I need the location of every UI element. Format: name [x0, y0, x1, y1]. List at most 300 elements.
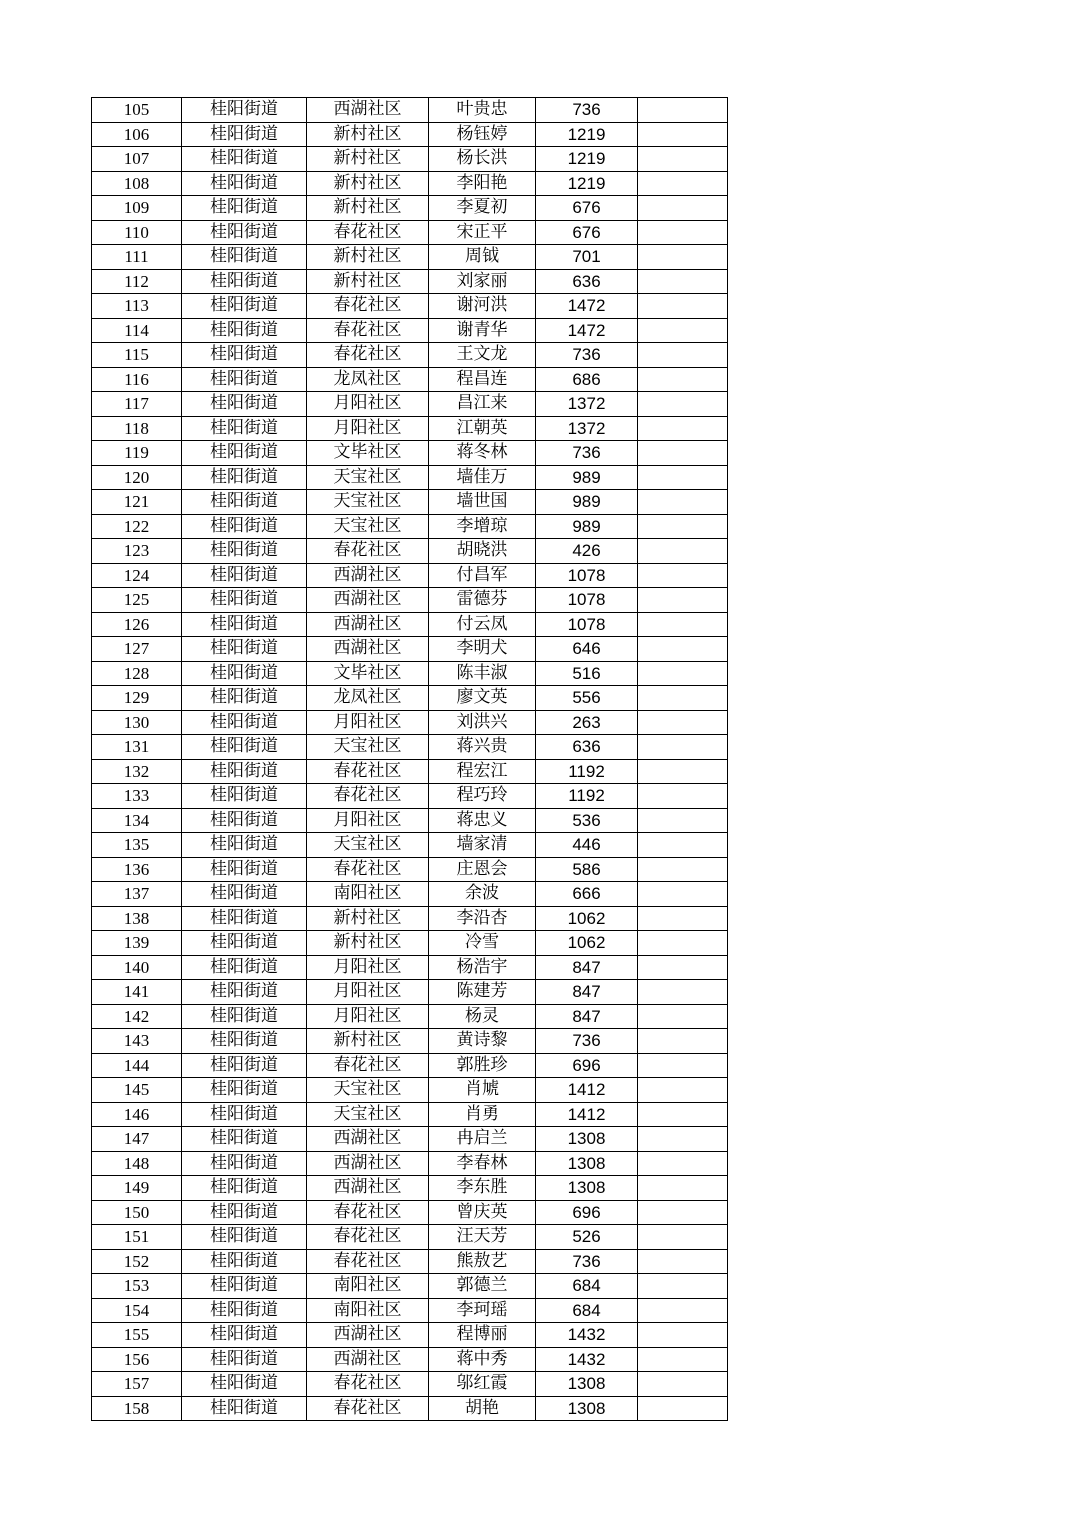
note-cell [638, 416, 728, 441]
row-number-cell: 119 [92, 441, 182, 466]
name-cell: 墙家清 [429, 833, 536, 858]
street-cell: 桂阳街道 [182, 735, 307, 760]
amount-cell: 736 [536, 441, 638, 466]
table-row [92, 220, 728, 245]
name-cell: 昌江来 [429, 392, 536, 417]
note-cell [638, 980, 728, 1005]
row-number-cell: 124 [92, 563, 182, 588]
street-cell: 桂阳街道 [182, 269, 307, 294]
table-row [92, 416, 728, 441]
community-cell: 天宝社区 [307, 735, 429, 760]
street-cell: 桂阳街道 [182, 710, 307, 735]
row-number-cell: 146 [92, 1102, 182, 1127]
note-cell [638, 343, 728, 368]
row-number-cell: 152 [92, 1249, 182, 1274]
name-cell: 郭德兰 [429, 1274, 536, 1299]
note-cell [638, 784, 728, 809]
name-cell: 付昌军 [429, 563, 536, 588]
note-cell [638, 686, 728, 711]
community-cell: 西湖社区 [307, 1151, 429, 1176]
row-number-cell: 151 [92, 1225, 182, 1250]
note-cell [638, 514, 728, 539]
note-cell [638, 171, 728, 196]
name-cell: 谢青华 [429, 318, 536, 343]
note-cell [638, 1078, 728, 1103]
community-cell: 春花社区 [307, 343, 429, 368]
community-cell: 春花社区 [307, 1372, 429, 1397]
community-cell: 西湖社区 [307, 563, 429, 588]
street-cell: 桂阳街道 [182, 906, 307, 931]
name-cell: 蒋冬林 [429, 441, 536, 466]
row-number-cell: 137 [92, 882, 182, 907]
name-cell: 冷雪 [429, 931, 536, 956]
community-cell: 西湖社区 [307, 637, 429, 662]
name-cell: 刘家丽 [429, 269, 536, 294]
amount-cell: 516 [536, 661, 638, 686]
name-cell: 李沿杏 [429, 906, 536, 931]
street-cell: 桂阳街道 [182, 171, 307, 196]
name-cell: 蒋忠义 [429, 808, 536, 833]
community-cell: 春花社区 [307, 318, 429, 343]
amount-cell: 989 [536, 465, 638, 490]
street-cell: 桂阳街道 [182, 955, 307, 980]
note-cell [638, 882, 728, 907]
amount-cell: 1372 [536, 392, 638, 417]
row-number-cell: 129 [92, 686, 182, 711]
community-cell: 春花社区 [307, 1225, 429, 1250]
community-cell: 春花社区 [307, 784, 429, 809]
note-cell [638, 147, 728, 172]
community-cell: 西湖社区 [307, 1347, 429, 1372]
name-cell: 墙佳万 [429, 465, 536, 490]
street-cell: 桂阳街道 [182, 147, 307, 172]
name-cell: 肖勇 [429, 1102, 536, 1127]
amount-cell: 446 [536, 833, 638, 858]
row-number-cell: 126 [92, 612, 182, 637]
street-cell: 桂阳街道 [182, 318, 307, 343]
name-cell: 李珂瑶 [429, 1298, 536, 1323]
street-cell: 桂阳街道 [182, 637, 307, 662]
table-row [92, 906, 728, 931]
name-cell: 雷德芬 [429, 588, 536, 613]
note-cell [638, 588, 728, 613]
community-cell: 新村社区 [307, 196, 429, 221]
street-cell: 桂阳街道 [182, 1176, 307, 1201]
community-cell: 新村社区 [307, 147, 429, 172]
note-cell [638, 1347, 728, 1372]
name-cell: 杨长洪 [429, 147, 536, 172]
table-row [92, 122, 728, 147]
community-cell: 春花社区 [307, 1200, 429, 1225]
name-cell: 付云凤 [429, 612, 536, 637]
street-cell: 桂阳街道 [182, 196, 307, 221]
row-number-cell: 121 [92, 490, 182, 515]
note-cell [638, 931, 728, 956]
row-number-cell: 143 [92, 1029, 182, 1054]
note-cell [638, 563, 728, 588]
community-cell: 天宝社区 [307, 1102, 429, 1127]
street-cell: 桂阳街道 [182, 122, 307, 147]
amount-cell: 684 [536, 1298, 638, 1323]
row-number-cell: 109 [92, 196, 182, 221]
name-cell: 李夏初 [429, 196, 536, 221]
row-number-cell: 128 [92, 661, 182, 686]
row-number-cell: 131 [92, 735, 182, 760]
community-cell: 龙凤社区 [307, 367, 429, 392]
row-number-cell: 154 [92, 1298, 182, 1323]
row-number-cell: 140 [92, 955, 182, 980]
street-cell: 桂阳街道 [182, 1347, 307, 1372]
amount-cell: 847 [536, 955, 638, 980]
name-cell: 胡晓洪 [429, 539, 536, 564]
amount-cell: 1062 [536, 931, 638, 956]
row-number-cell: 134 [92, 808, 182, 833]
note-cell [638, 1396, 728, 1421]
amount-cell: 736 [536, 98, 638, 123]
street-cell: 桂阳街道 [182, 220, 307, 245]
row-number-cell: 130 [92, 710, 182, 735]
street-cell: 桂阳街道 [182, 1249, 307, 1274]
street-cell: 桂阳街道 [182, 1298, 307, 1323]
amount-cell: 1472 [536, 294, 638, 319]
name-cell: 肖虓 [429, 1078, 536, 1103]
row-number-cell: 155 [92, 1323, 182, 1348]
amount-cell: 1078 [536, 612, 638, 637]
community-cell: 春花社区 [307, 857, 429, 882]
street-cell: 桂阳街道 [182, 416, 307, 441]
note-cell [638, 1127, 728, 1152]
amount-cell: 1062 [536, 906, 638, 931]
name-cell: 郭胜珍 [429, 1053, 536, 1078]
note-cell [638, 833, 728, 858]
community-cell: 南阳社区 [307, 1274, 429, 1299]
table-row [92, 1127, 728, 1152]
name-cell: 庄恩会 [429, 857, 536, 882]
name-cell: 杨灵 [429, 1004, 536, 1029]
amount-cell: 263 [536, 710, 638, 735]
table-row [92, 759, 728, 784]
table-row [92, 1102, 728, 1127]
amount-cell: 666 [536, 882, 638, 907]
street-cell: 桂阳街道 [182, 882, 307, 907]
table-row [92, 294, 728, 319]
row-number-cell: 113 [92, 294, 182, 319]
street-cell: 桂阳街道 [182, 808, 307, 833]
table-row [92, 637, 728, 662]
table-row [92, 465, 728, 490]
note-cell [638, 1176, 728, 1201]
table-row [92, 1200, 728, 1225]
street-cell: 桂阳街道 [182, 661, 307, 686]
name-cell: 江朝英 [429, 416, 536, 441]
note-cell [638, 1200, 728, 1225]
amount-cell: 1308 [536, 1372, 638, 1397]
name-cell: 程巧玲 [429, 784, 536, 809]
name-cell: 周钺 [429, 245, 536, 270]
community-cell: 龙凤社区 [307, 686, 429, 711]
street-cell: 桂阳街道 [182, 784, 307, 809]
note-cell [638, 759, 728, 784]
community-cell: 文毕社区 [307, 441, 429, 466]
row-number-cell: 133 [92, 784, 182, 809]
note-cell [638, 1004, 728, 1029]
table-row [92, 245, 728, 270]
name-cell: 汪天芳 [429, 1225, 536, 1250]
note-cell [638, 1274, 728, 1299]
name-cell: 叶贵忠 [429, 98, 536, 123]
table-row [92, 1274, 728, 1299]
name-cell: 墙世国 [429, 490, 536, 515]
note-cell [638, 955, 728, 980]
community-cell: 新村社区 [307, 931, 429, 956]
table-row [92, 1372, 728, 1397]
street-cell: 桂阳街道 [182, 1225, 307, 1250]
street-cell: 桂阳街道 [182, 563, 307, 588]
note-cell [638, 1102, 728, 1127]
note-cell [638, 441, 728, 466]
amount-cell: 701 [536, 245, 638, 270]
community-cell: 春花社区 [307, 759, 429, 784]
amount-cell: 696 [536, 1200, 638, 1225]
community-cell: 春花社区 [307, 294, 429, 319]
amount-cell: 586 [536, 857, 638, 882]
community-cell: 南阳社区 [307, 1298, 429, 1323]
amount-cell: 1219 [536, 147, 638, 172]
table-row [92, 392, 728, 417]
amount-cell: 536 [536, 808, 638, 833]
row-number-cell: 135 [92, 833, 182, 858]
data-table [91, 97, 728, 1421]
street-cell: 桂阳街道 [182, 514, 307, 539]
name-cell: 王文龙 [429, 343, 536, 368]
street-cell: 桂阳街道 [182, 1151, 307, 1176]
street-cell: 桂阳街道 [182, 245, 307, 270]
note-cell [638, 1053, 728, 1078]
street-cell: 桂阳街道 [182, 1029, 307, 1054]
table-row [92, 514, 728, 539]
name-cell: 陈丰淑 [429, 661, 536, 686]
table-row [92, 661, 728, 686]
name-cell: 余波 [429, 882, 536, 907]
row-number-cell: 114 [92, 318, 182, 343]
community-cell: 南阳社区 [307, 882, 429, 907]
note-cell [638, 1323, 728, 1348]
table-row [92, 1298, 728, 1323]
table-row [92, 1176, 728, 1201]
amount-cell: 736 [536, 1249, 638, 1274]
row-number-cell: 118 [92, 416, 182, 441]
table-row [92, 833, 728, 858]
table-row [92, 1029, 728, 1054]
community-cell: 新村社区 [307, 906, 429, 931]
table-row [92, 735, 728, 760]
community-cell: 春花社区 [307, 1396, 429, 1421]
table-row [92, 171, 728, 196]
row-number-cell: 132 [92, 759, 182, 784]
community-cell: 西湖社区 [307, 612, 429, 637]
community-cell: 月阳社区 [307, 416, 429, 441]
street-cell: 桂阳街道 [182, 588, 307, 613]
amount-cell: 636 [536, 735, 638, 760]
community-cell: 文毕社区 [307, 661, 429, 686]
community-cell: 春花社区 [307, 539, 429, 564]
note-cell [638, 1298, 728, 1323]
amount-cell: 1308 [536, 1127, 638, 1152]
community-cell: 月阳社区 [307, 1004, 429, 1029]
note-cell [638, 1225, 728, 1250]
amount-cell: 1308 [536, 1176, 638, 1201]
name-cell: 蒋兴贵 [429, 735, 536, 760]
amount-cell: 426 [536, 539, 638, 564]
name-cell: 冉启兰 [429, 1127, 536, 1152]
table-body [92, 98, 728, 1421]
street-cell: 桂阳街道 [182, 612, 307, 637]
note-cell [638, 735, 728, 760]
street-cell: 桂阳街道 [182, 490, 307, 515]
name-cell: 邬红霞 [429, 1372, 536, 1397]
row-number-cell: 136 [92, 857, 182, 882]
table-row [92, 367, 728, 392]
row-number-cell: 116 [92, 367, 182, 392]
row-number-cell: 115 [92, 343, 182, 368]
name-cell: 刘洪兴 [429, 710, 536, 735]
table-row [92, 931, 728, 956]
amount-cell: 1432 [536, 1347, 638, 1372]
table-row [92, 980, 728, 1005]
street-cell: 桂阳街道 [182, 1102, 307, 1127]
note-cell [638, 122, 728, 147]
row-number-cell: 120 [92, 465, 182, 490]
row-number-cell: 117 [92, 392, 182, 417]
row-number-cell: 148 [92, 1151, 182, 1176]
note-cell [638, 1151, 728, 1176]
row-number-cell: 145 [92, 1078, 182, 1103]
row-number-cell: 107 [92, 147, 182, 172]
community-cell: 春花社区 [307, 1053, 429, 1078]
table-row [92, 147, 728, 172]
row-number-cell: 138 [92, 906, 182, 931]
row-number-cell: 153 [92, 1274, 182, 1299]
street-cell: 桂阳街道 [182, 1053, 307, 1078]
amount-cell: 556 [536, 686, 638, 711]
amount-cell: 1432 [536, 1323, 638, 1348]
table-row [92, 318, 728, 343]
street-cell: 桂阳街道 [182, 539, 307, 564]
name-cell: 李春林 [429, 1151, 536, 1176]
note-cell [638, 906, 728, 931]
note-cell [638, 269, 728, 294]
note-cell [638, 637, 728, 662]
street-cell: 桂阳街道 [182, 686, 307, 711]
community-cell: 天宝社区 [307, 490, 429, 515]
amount-cell: 1412 [536, 1078, 638, 1103]
street-cell: 桂阳街道 [182, 980, 307, 1005]
row-number-cell: 144 [92, 1053, 182, 1078]
amount-cell: 686 [536, 367, 638, 392]
name-cell: 廖文英 [429, 686, 536, 711]
row-number-cell: 123 [92, 539, 182, 564]
street-cell: 桂阳街道 [182, 857, 307, 882]
table-row [92, 563, 728, 588]
row-number-cell: 122 [92, 514, 182, 539]
amount-cell: 684 [536, 1274, 638, 1299]
name-cell: 李明犬 [429, 637, 536, 662]
amount-cell: 1412 [536, 1102, 638, 1127]
note-cell [638, 294, 728, 319]
row-number-cell: 141 [92, 980, 182, 1005]
community-cell: 西湖社区 [307, 1127, 429, 1152]
amount-cell: 1078 [536, 563, 638, 588]
table-row [92, 1225, 728, 1250]
note-cell [638, 245, 728, 270]
note-cell [638, 490, 728, 515]
amount-cell: 1219 [536, 171, 638, 196]
community-cell: 天宝社区 [307, 465, 429, 490]
community-cell: 月阳社区 [307, 392, 429, 417]
name-cell: 程宏江 [429, 759, 536, 784]
table-row [92, 98, 728, 123]
name-cell: 蒋中秀 [429, 1347, 536, 1372]
table-row [92, 612, 728, 637]
table-row [92, 1396, 728, 1421]
community-cell: 月阳社区 [307, 980, 429, 1005]
street-cell: 桂阳街道 [182, 392, 307, 417]
amount-cell: 1372 [536, 416, 638, 441]
name-cell: 李东胜 [429, 1176, 536, 1201]
amount-cell: 1192 [536, 784, 638, 809]
row-number-cell: 147 [92, 1127, 182, 1152]
street-cell: 桂阳街道 [182, 98, 307, 123]
community-cell: 新村社区 [307, 122, 429, 147]
street-cell: 桂阳街道 [182, 1396, 307, 1421]
name-cell: 李增琼 [429, 514, 536, 539]
row-number-cell: 125 [92, 588, 182, 613]
name-cell: 杨浩宇 [429, 955, 536, 980]
community-cell: 月阳社区 [307, 710, 429, 735]
row-number-cell: 106 [92, 122, 182, 147]
name-cell: 程博丽 [429, 1323, 536, 1348]
row-number-cell: 111 [92, 245, 182, 270]
table-row [92, 196, 728, 221]
table-row [92, 1078, 728, 1103]
community-cell: 西湖社区 [307, 588, 429, 613]
street-cell: 桂阳街道 [182, 343, 307, 368]
community-cell: 月阳社区 [307, 808, 429, 833]
note-cell [638, 1372, 728, 1397]
table-row [92, 686, 728, 711]
street-cell: 桂阳街道 [182, 1004, 307, 1029]
note-cell [638, 710, 728, 735]
community-cell: 天宝社区 [307, 1078, 429, 1103]
row-number-cell: 158 [92, 1396, 182, 1421]
note-cell [638, 1029, 728, 1054]
amount-cell: 736 [536, 1029, 638, 1054]
street-cell: 桂阳街道 [182, 294, 307, 319]
row-number-cell: 149 [92, 1176, 182, 1201]
table-row [92, 808, 728, 833]
name-cell: 胡艳 [429, 1396, 536, 1421]
note-cell [638, 392, 728, 417]
amount-cell: 1472 [536, 318, 638, 343]
note-cell [638, 857, 728, 882]
table-row [92, 955, 728, 980]
note-cell [638, 612, 728, 637]
table-row [92, 784, 728, 809]
table-row [92, 710, 728, 735]
table-row [92, 588, 728, 613]
community-cell: 西湖社区 [307, 1323, 429, 1348]
table-row [92, 269, 728, 294]
